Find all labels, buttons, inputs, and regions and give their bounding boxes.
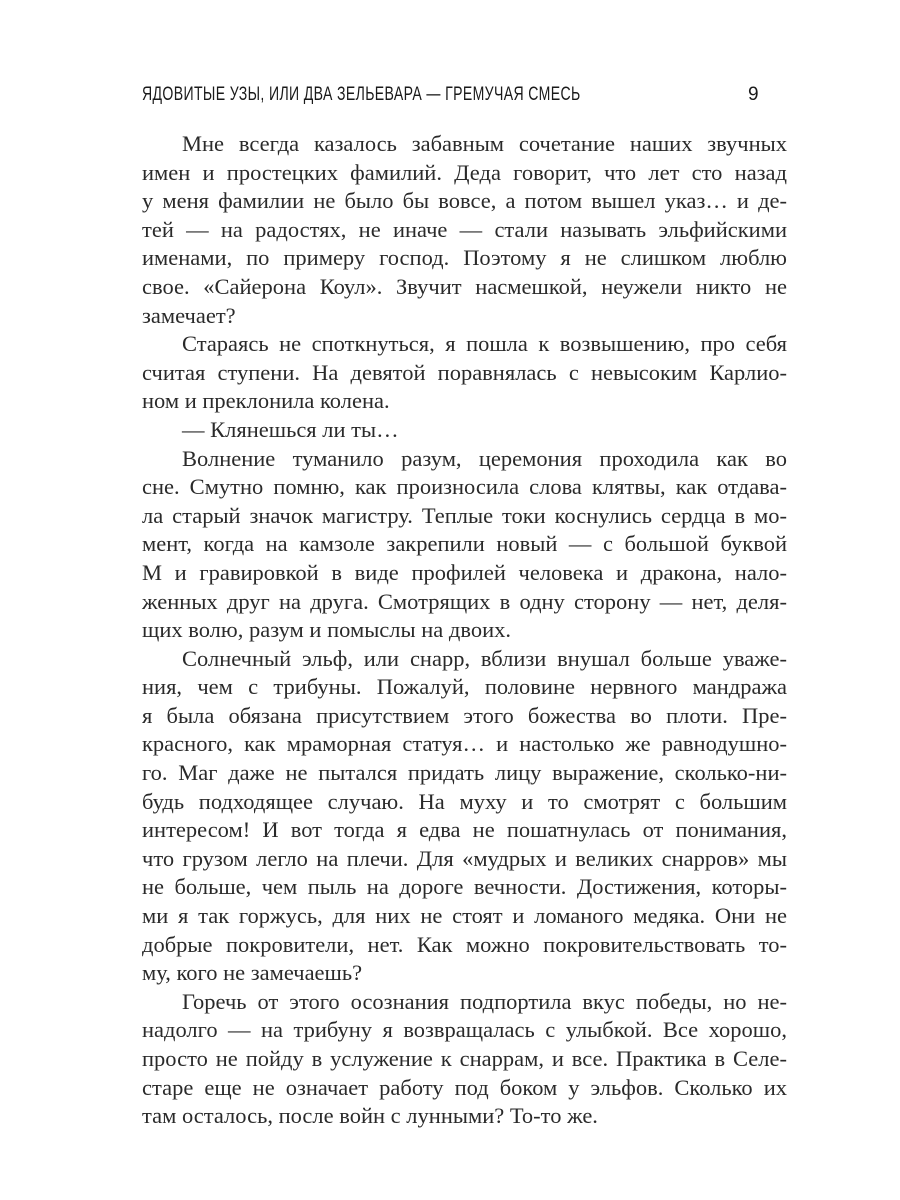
text-line: — Клянешься ли ты… [182,416,399,442]
text-line: надолго — на трибуну я возвращалась с улыбкой. Все хорошо, [142,1017,787,1043]
body-text [142,130,787,1131]
text-line: ном и преклонила колена. [142,388,390,414]
text-line: будь подходящее случаю. На муху и то смотрят с большим [142,788,787,814]
paragraph [142,645,787,988]
text-line: тей — на радостях, не иначе — стали называть эльфийскими [142,216,787,242]
text-line: красного, как мраморная статуя… и настолько же равнодушно- [142,731,787,757]
text-line: просто не пойду в услужение к снаррам, и все. Практика в Селе- [142,1046,787,1071]
text-line: го. Маг даже не пытался придать лицу выражение, сколько-ни- [142,760,787,786]
text-line: свое. «Сайерона Коул». Звучит насмешкой, неужели никто не [142,273,787,299]
text-line: Мне всегда казалось забавным сочетание наших звучных [182,131,787,156]
text-line: добрые покровители, нет. Как можно покровительствовать то- [142,931,787,957]
running-title: ЯДОВИТЫЕ УЗЫ, ИЛИ ДВА ЗЕЛЬЕВАРА — ГРЕМУЧАЯ СМЕСЬ [142,84,581,105]
text-line: женных друг на друга. Смотрящих в одну сторону — нет, деля- [142,588,787,614]
text-line: ла старый значок магистру. Теплые токи коснулись сердца в мо- [142,502,787,528]
paragraph [142,130,787,330]
text-line: что грузом легло на плечи. Для «мудрых и великих снарров» мы [142,845,787,871]
text-line: замечает? [142,302,236,328]
text-line: ми я так горжусь, для них не стоят и ломаного медяка. Они не [142,903,787,929]
text-line: Горечь от этого осознания подпортила вкус победы, но не- [182,988,787,1014]
text-line: я была обязана присутствием этого божества во плоти. Пре- [142,702,787,728]
text-line: Солнечный эльф, или снарр, вблизи внушал больше уваже- [182,645,787,671]
text-line: считая ступени. На девятой поравнялась с невысоким Карлио- [142,359,787,385]
text-line: не больше, чем пыль на дороге вечности. Достижения, которы- [142,874,787,900]
text-line: Стараясь не споткнуться, я пошла к возвышению, про себя [182,331,787,357]
text-line: Волнение туманило разум, церемония проходила как во [182,445,787,471]
text-line: интересом! И вот тогда я едва не пошатнулась от понимания, [142,817,787,843]
text-line: именами, по примеру господ. Поэтому я не слишком люблю [142,245,787,271]
text-line: мент, когда на камзоле закрепили новый — с большой буквой [142,531,787,557]
text-line: сне. Смутно помню, как произносила слова клятвы, как отдава- [142,474,787,500]
text-line: ния, чем с трибуны. Пожалуй, половине нервного мандража [142,674,787,700]
paragraph [142,988,787,1131]
page-number: 9 [748,84,759,105]
text-line: щих волю, разум и помыслы на двоих. [142,617,511,643]
text-line: у меня фамилии не было бы вовсе, а потом вышел указ… и де- [142,188,787,214]
text-line: М и гравировкой в виде профилей человека и дракона, нало- [142,559,787,585]
text-line: му, кого не замечаешь? [142,960,363,986]
text-line: там осталось, после войн с лунными? То-то же. [142,1103,598,1129]
paragraph [142,330,787,416]
text-line: имен и простецких фамилий. Деда говорит, что лет сто назад [142,159,787,185]
paragraph [142,416,787,445]
running-header [142,84,762,112]
text-line: старе еще не означает работу под боком у эльфов. Сколько их [142,1074,787,1100]
paragraph [142,445,787,645]
